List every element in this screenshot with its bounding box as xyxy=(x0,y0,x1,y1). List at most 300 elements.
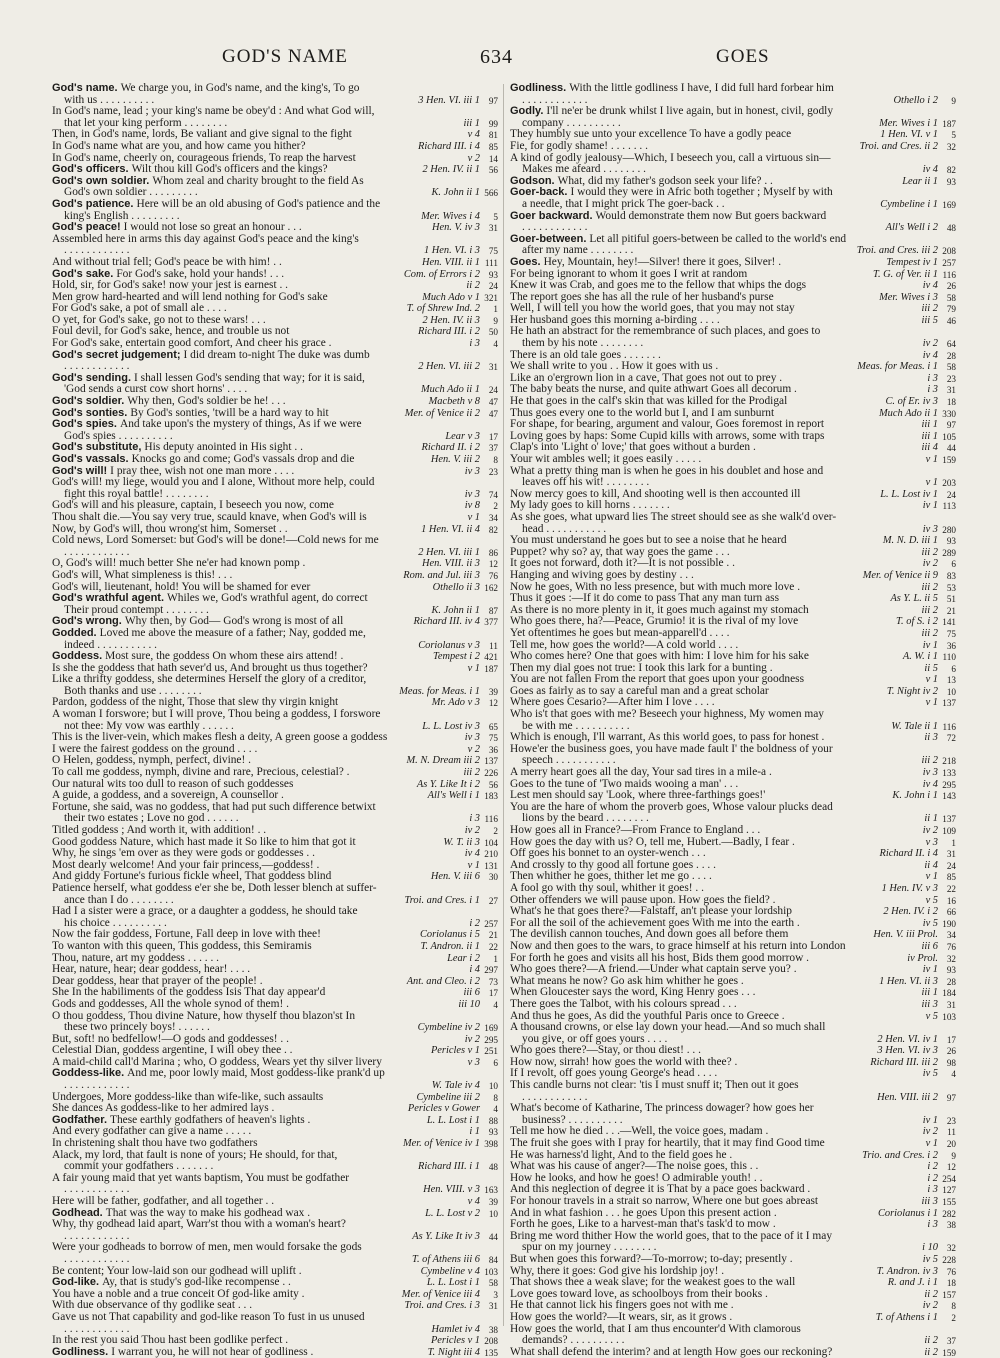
quotation: head . . . . . . . . . . . xyxy=(522,523,607,535)
line-number: 137 xyxy=(939,698,956,709)
entry-line xyxy=(510,1092,956,1104)
quotation: It goes not forward, doth it?—It is not possible . . xyxy=(510,558,735,570)
quotation: you give, or off goes yours . . . . xyxy=(522,1033,668,1045)
entry-text xyxy=(522,338,643,350)
entry-text xyxy=(510,1312,732,1324)
entry-line xyxy=(52,176,498,188)
entry-line xyxy=(52,292,498,304)
entry-line xyxy=(52,663,498,675)
play-reference: 2 Hen. VI. iv 1 xyxy=(874,1034,938,1046)
line-number: 330 xyxy=(939,409,956,420)
quotation: Your wit ambles well; it goes easily . . . . . xyxy=(510,454,702,465)
headword: Goes. xyxy=(510,256,541,268)
entry-text xyxy=(510,187,833,199)
entry-text xyxy=(52,350,370,362)
play-reference: iii 2 xyxy=(461,767,480,779)
quotation: I shall lessen God's sending that way; for it is said, xyxy=(134,372,365,384)
line-number: 566 xyxy=(481,188,498,199)
entry-text xyxy=(510,1300,734,1312)
line-number: 74 xyxy=(481,490,498,501)
entry-text xyxy=(52,1034,289,1046)
line-number: 31 xyxy=(481,223,498,234)
play-reference: iv Prol. xyxy=(904,953,938,965)
quotation: Tell me how he died . . .—Well, the voice goes, madam . xyxy=(510,1126,769,1138)
entry-text xyxy=(522,1115,623,1127)
line-number: 46 xyxy=(939,316,956,327)
headword: Goddess. xyxy=(52,651,103,663)
entry-line xyxy=(52,153,498,165)
quotation: Had I a sister were a grace, or a daughter a goddess, he should take xyxy=(52,906,358,918)
line-number: 56 xyxy=(481,165,498,176)
entry-line xyxy=(510,640,956,652)
entry-line xyxy=(52,1068,498,1080)
entry-text xyxy=(510,384,797,396)
quotation: Howe'er the business goes, you have made fault I' the boldness of your xyxy=(510,743,833,755)
entry-line xyxy=(52,547,498,559)
entry-text xyxy=(52,964,250,976)
quotation: O thou goddess, Thou divine Nature, how thyself thou blazon'st In xyxy=(52,1010,356,1022)
play-reference: iv 1 xyxy=(920,500,938,512)
line-number: 30 xyxy=(481,872,498,883)
play-reference: Rom. and Jul. iii 3 xyxy=(400,570,480,582)
entry-text xyxy=(52,674,366,686)
entry-text xyxy=(52,106,375,118)
line-number: 133 xyxy=(939,768,956,779)
entry-line xyxy=(52,199,498,211)
entry-text xyxy=(522,1242,656,1254)
quotation: For honour travels in a strait so narrow, Where one but goes abreast xyxy=(510,1196,819,1207)
entry-text xyxy=(510,767,772,779)
play-reference: M. N. D. iii 1 xyxy=(880,535,938,547)
play-reference: Mer. Wives i 4 xyxy=(418,211,480,223)
quotation: Hanging and wiving goes by destiny . . . xyxy=(510,569,694,581)
line-number: 16 xyxy=(939,896,956,907)
quotation: . . . . . . . . . . . . xyxy=(64,1184,130,1196)
play-reference: iii 2 xyxy=(919,303,938,315)
left-column xyxy=(52,83,498,1358)
line-number: 58 xyxy=(939,362,956,373)
entry-text xyxy=(510,1231,832,1243)
play-reference: v 4 xyxy=(465,1196,480,1208)
quotation: Now and then goes to the wars, to grace himself at his return into London xyxy=(510,940,846,952)
play-reference: v 1 xyxy=(923,674,938,686)
entry-text xyxy=(64,1231,130,1243)
quotation: Where goes Cesario?—After him I love . . . . xyxy=(510,697,715,709)
quotation: Celestial Dian, goddess argentine, I will obey thee . . xyxy=(52,1045,293,1057)
entry-text xyxy=(52,1312,365,1324)
entry-text xyxy=(522,721,630,733)
entry-line xyxy=(510,767,956,779)
entry-line xyxy=(52,1080,498,1092)
entry-line xyxy=(510,1289,956,1301)
quotation: A thousand crowns, or else lay down your head.—And so much shall xyxy=(510,1022,826,1034)
quotation: To wanton with this queen, This goddess, this Semiramis xyxy=(52,940,312,952)
play-reference: L. L. Lost iv 1 xyxy=(877,489,938,501)
entry-text xyxy=(52,199,380,211)
entry-line xyxy=(510,338,956,350)
line-number: 110 xyxy=(939,652,956,663)
entry-text xyxy=(522,755,616,767)
line-number: 93 xyxy=(939,965,956,976)
play-reference: ii 1 xyxy=(921,813,938,825)
entry-text xyxy=(52,616,343,628)
play-reference: T. of Shrew Ind. 2 xyxy=(404,303,480,315)
play-reference: Troi. and Cres. ii 2 xyxy=(857,141,938,153)
entry-text xyxy=(510,141,648,153)
entry-line xyxy=(52,222,498,234)
entry-line xyxy=(52,1254,498,1266)
entry-line xyxy=(510,1057,956,1069)
quotation: O yet, for God's sake, go not to these wars! . . . xyxy=(52,314,266,326)
entry-text xyxy=(52,558,305,570)
line-number: 97 xyxy=(939,420,956,431)
entry-line xyxy=(52,871,498,883)
quotation: When Gloucester says the word, King Henry goes . . . xyxy=(510,987,756,999)
line-number: 2 xyxy=(939,1313,956,1324)
entry-line xyxy=(52,373,498,385)
entry-line xyxy=(52,802,498,814)
headword: God's sake. xyxy=(52,268,114,280)
entry-line xyxy=(52,83,498,95)
line-number: 8 xyxy=(481,1093,498,1104)
line-number: 1 xyxy=(939,838,956,849)
line-number: 282 xyxy=(939,1209,956,1220)
entry-line xyxy=(52,721,498,733)
entry-text xyxy=(52,906,358,918)
line-number: 27 xyxy=(481,896,498,907)
entry-line xyxy=(510,477,956,489)
entry-line xyxy=(52,999,498,1011)
line-number: 13 xyxy=(939,675,956,686)
play-reference: v 1 xyxy=(465,663,480,675)
quotation: Gods and goddesses, All the whole synod of them! . xyxy=(52,998,289,1010)
entry-line xyxy=(510,187,956,199)
play-reference: Troi. and Cres. i 3 xyxy=(402,1300,480,1312)
line-number: 99 xyxy=(481,119,498,130)
play-reference: iii 3 xyxy=(919,999,938,1011)
entry-text xyxy=(52,825,266,837)
line-number: 17 xyxy=(481,988,498,999)
entry-text xyxy=(52,802,376,814)
play-reference: Hen. V. iii Prol. xyxy=(870,929,938,941)
line-number: 23 xyxy=(939,374,956,385)
play-reference: iii 1 xyxy=(461,118,480,130)
play-reference: iii 6 xyxy=(461,987,480,999)
quotation: Makes me afeard . . . . . . . . xyxy=(522,164,646,176)
entry-line xyxy=(52,616,498,628)
quotation: The baby beats the nurse, and quite athwart Goes all decorum . xyxy=(510,384,797,396)
line-number: 81 xyxy=(481,130,498,141)
quotation: Both thanks and use . . . . . . . . xyxy=(64,685,202,697)
entry-text xyxy=(510,373,782,385)
entry-line xyxy=(52,1011,498,1023)
entry-line xyxy=(510,848,956,860)
play-reference: Cymbeline iii 2 xyxy=(414,1092,481,1104)
entry-text xyxy=(52,593,368,605)
entry-line xyxy=(52,1335,498,1347)
entry-line xyxy=(52,454,498,466)
entry-line xyxy=(510,697,956,709)
play-reference: i 2 xyxy=(924,1161,938,1173)
quotation: Why, he sings 'em over as they were gods or goddesses . . xyxy=(52,848,315,860)
play-reference: 1 Hen. VI. ii 4 xyxy=(418,524,480,536)
line-number: 4 xyxy=(481,339,498,350)
entry-line xyxy=(510,83,956,95)
entry-text xyxy=(510,929,788,941)
quotation: Who goes there?—Stay, or thou diest! . . . xyxy=(510,1045,701,1057)
headword: God's officers. xyxy=(52,164,129,176)
entry-line xyxy=(510,164,956,176)
entry-line xyxy=(510,628,956,640)
entry-text xyxy=(510,1138,825,1150)
entry-line xyxy=(510,106,956,118)
entry-text xyxy=(510,790,765,802)
quotation: And crossly to thy good all fortune goes . . . . xyxy=(510,859,716,871)
quotation: O, God's will! much better She ne'er had known pomp . xyxy=(52,558,306,570)
play-reference: K. John i 1 xyxy=(889,790,938,802)
entry-text xyxy=(510,686,769,698)
quotation: I were the fairest goddess on the ground . . . . xyxy=(52,743,258,755)
entry-line xyxy=(510,1034,956,1046)
entry-text xyxy=(64,1254,130,1266)
quotation: The report goes she has all the rule of her husband's purse xyxy=(510,291,774,303)
quotation: Knew it was Crab, and goes me to the fellow that whips the dogs xyxy=(510,280,807,292)
entry-line xyxy=(510,1126,956,1138)
quotation: Lest men should say 'Look, where three-farthings goes!' xyxy=(510,790,766,802)
quotation: The devilish cannon touches, And down goes all before them xyxy=(510,929,789,941)
quotation: Ay, that is study's god-like recompense . . xyxy=(102,1277,291,1289)
entry-line xyxy=(52,350,498,362)
entry-line xyxy=(510,153,956,165)
line-number: 6 xyxy=(939,664,956,675)
play-reference: Richard III. i 2 xyxy=(415,326,480,338)
quotation: In christening shalt thou have two godfathers xyxy=(52,1138,258,1150)
entry-text xyxy=(510,987,755,999)
entry-line xyxy=(510,1242,956,1254)
entry-text xyxy=(52,883,377,895)
quotation: God's will! my liege, would you and I alone, Without more help, could xyxy=(52,477,375,489)
line-number: 24 xyxy=(481,281,498,292)
line-number: 159 xyxy=(939,1348,956,1358)
line-number: 321 xyxy=(481,293,498,304)
line-number: 137 xyxy=(481,756,498,767)
entry-line xyxy=(510,442,956,454)
quotation: Titled goddess ; And worth it, with addition! . . xyxy=(52,825,267,836)
line-number: 4 xyxy=(481,1104,498,1115)
entry-text xyxy=(52,1126,251,1138)
play-reference: iv 2 xyxy=(920,825,938,837)
play-reference: Coriolanus v 3 xyxy=(415,640,480,652)
quotation: Fie, for godly shame! . . . . . . . xyxy=(510,140,648,152)
quotation: . . . . . . . . . . . . xyxy=(64,245,130,257)
quotation: A fool go with thy soul, whither it goes! . . xyxy=(510,882,704,894)
entry-text xyxy=(522,164,646,176)
quotation: Loved me above the measure of a father; Nay, godded me, xyxy=(99,627,366,639)
play-reference: K. John ii 1 xyxy=(429,187,481,199)
play-reference: Richard II. i 2 xyxy=(419,442,480,454)
entry-line xyxy=(510,1138,956,1150)
entry-text xyxy=(52,234,359,246)
quotation: For forth he goes and visits all his host, Bids them good morrow . xyxy=(510,952,809,964)
line-number: 23 xyxy=(481,467,498,478)
play-reference: W. Tale iv 4 xyxy=(429,1080,480,1092)
line-number: 28 xyxy=(939,977,956,988)
entry-line xyxy=(510,222,956,234)
headword: Godliness. xyxy=(510,83,567,94)
quotation: She dances As goddess-like to her admired lays . xyxy=(52,1103,275,1115)
headword: God's wrathful agent. xyxy=(52,593,165,605)
headword: Godhead. xyxy=(52,1207,103,1219)
play-reference: Tempest i 2 xyxy=(430,651,480,663)
line-number: 295 xyxy=(939,780,956,791)
line-number: 22 xyxy=(481,942,498,953)
line-number: 210 xyxy=(481,849,498,860)
play-reference: Coriolanus i 5 xyxy=(417,929,480,941)
quotation: We shall write to you . . How it goes with us . xyxy=(510,361,719,373)
entry-text xyxy=(64,640,157,652)
quotation: That was the way to make his godhead wax . xyxy=(105,1207,311,1219)
line-number: 218 xyxy=(939,756,956,767)
entry-text xyxy=(510,1266,724,1278)
entry-text xyxy=(510,1103,814,1115)
entry-line xyxy=(510,454,956,466)
entry-text xyxy=(510,616,798,628)
play-reference: i 2 xyxy=(466,918,480,930)
quotation: God's will, What simpleness is this! . . . xyxy=(52,569,233,581)
quotation: To call me goddess, nymph, divine and rare, Precious, celestial? . xyxy=(52,767,350,779)
quotation: Thou, nature, art my goddess . . . . . . xyxy=(52,952,220,964)
play-reference: 2 Hen. IV. ii 3 xyxy=(419,315,480,327)
play-reference: Hen. V. iii 6 xyxy=(428,871,480,883)
line-number: 44 xyxy=(481,1232,498,1243)
play-reference: Hen. VIII. v 3 xyxy=(420,1184,480,1196)
entry-line xyxy=(510,141,956,153)
line-number: 28 xyxy=(939,351,956,362)
entry-text xyxy=(510,674,804,686)
entry-line xyxy=(510,860,956,872)
quotation: lions by the beard . . . . . . . . xyxy=(522,813,649,825)
entry-line xyxy=(52,1277,498,1289)
entry-text xyxy=(52,570,232,582)
entry-text xyxy=(510,883,704,895)
entry-text xyxy=(52,987,325,999)
quotation: Then, in God's name, lords, Be valiant and give signal to the fight xyxy=(52,129,352,141)
line-number: 82 xyxy=(481,525,498,536)
quotation: He hath an abstract for the remembrance of such places, and goes to xyxy=(510,326,821,338)
line-number: 18 xyxy=(939,397,956,408)
entry-text xyxy=(52,1173,349,1185)
line-number: 85 xyxy=(939,872,956,883)
entry-line xyxy=(510,500,956,512)
entry-text xyxy=(522,813,649,825)
headword: Godliness. xyxy=(52,1346,109,1358)
play-reference: Richard III. iii 2 xyxy=(867,1057,938,1069)
entry-line xyxy=(52,744,498,756)
play-reference: Lear ii 1 xyxy=(899,176,938,188)
entry-line xyxy=(510,1173,956,1185)
entry-line xyxy=(52,245,498,257)
line-number: 10 xyxy=(939,687,956,698)
entry-line xyxy=(510,570,956,582)
line-number: 257 xyxy=(939,258,956,269)
play-reference: K. John ii 1 xyxy=(429,605,481,617)
entry-text xyxy=(52,454,354,466)
quotation: This candle burns not clear: 'tis I must snuff it; Then out it goes xyxy=(510,1080,799,1092)
quotation: If I revolt, off goes young George's head . . . . xyxy=(510,1068,718,1080)
entry-text xyxy=(52,953,219,965)
entry-text xyxy=(510,176,773,188)
play-reference: iii 10 xyxy=(455,999,480,1011)
entry-text xyxy=(52,83,360,95)
entry-text xyxy=(64,918,167,930)
entry-line xyxy=(52,860,498,872)
entry-text xyxy=(52,176,364,188)
quotation: speech . . . . . . . . . . . xyxy=(522,755,616,767)
entry-text xyxy=(510,1324,801,1336)
play-reference: Mer. of Venice iii 4 xyxy=(399,1289,480,1301)
line-number: 295 xyxy=(481,1035,498,1046)
entry-line xyxy=(510,605,956,617)
entry-text xyxy=(510,1277,795,1289)
quotation: I pray thee, wish not one man more . . . . xyxy=(110,465,295,477)
quotation: Thus goes every one to the world but I, and I am sunburnt xyxy=(510,407,775,419)
entry-line xyxy=(52,269,498,281)
entry-line xyxy=(52,686,498,698)
quotation: There is an old tale goes . . . . . . . xyxy=(510,349,661,361)
play-reference: iii 1 xyxy=(919,987,938,999)
quotation: By God's sonties, 'twill be a hard way to hit xyxy=(130,407,329,419)
play-reference: v 5 xyxy=(923,1011,938,1023)
play-reference: v 1 xyxy=(923,697,938,709)
quotation: Gave us not That capability and god-like reason To fust in us unused xyxy=(52,1311,365,1323)
entry-text xyxy=(510,605,809,617)
entry-text xyxy=(522,95,588,107)
entry-text xyxy=(52,582,310,594)
line-number: 76 xyxy=(939,942,956,953)
line-number: 72 xyxy=(939,733,956,744)
play-reference: A. W. i 1 xyxy=(900,651,938,663)
quotation: She In the habiliments of the goddess Isis That day appear'd xyxy=(52,987,326,999)
entry-text xyxy=(510,570,694,582)
play-reference: Com. of Errors i 2 xyxy=(401,269,480,281)
entry-text xyxy=(52,141,306,153)
entry-text xyxy=(52,1347,313,1358)
entry-line xyxy=(52,1045,498,1057)
entry-text xyxy=(52,408,329,420)
quotation: There goes the Talbot, with his colours spread . . . xyxy=(510,998,737,1010)
line-number: 11 xyxy=(481,641,498,652)
column-divider xyxy=(503,84,504,1326)
entry-line xyxy=(510,1103,956,1115)
quotation: Loving goes by haps: Some Cupid kills with arrows, some with traps xyxy=(510,430,825,442)
line-number: 141 xyxy=(939,617,956,628)
line-number: 163 xyxy=(481,1185,498,1196)
quotation: How goes all in France?—From France to England . . . xyxy=(510,825,761,836)
play-reference: iii 4 xyxy=(919,442,938,454)
entry-line xyxy=(52,755,498,767)
quotation: Clap's into 'Light o' love;' that goes without a burden . xyxy=(510,442,756,454)
entry-text xyxy=(52,1196,274,1208)
entry-text xyxy=(510,1011,785,1023)
entry-line xyxy=(52,582,498,594)
quotation: What's he that goes there?—Falstaff, an't please your lordship xyxy=(510,906,792,918)
left-running-head: GOD'S NAME xyxy=(222,46,348,67)
entry-text xyxy=(64,384,247,396)
headword: Godly. xyxy=(510,106,544,118)
entry-text xyxy=(510,918,800,930)
entry-line xyxy=(510,280,956,292)
entry-text xyxy=(510,1196,818,1208)
